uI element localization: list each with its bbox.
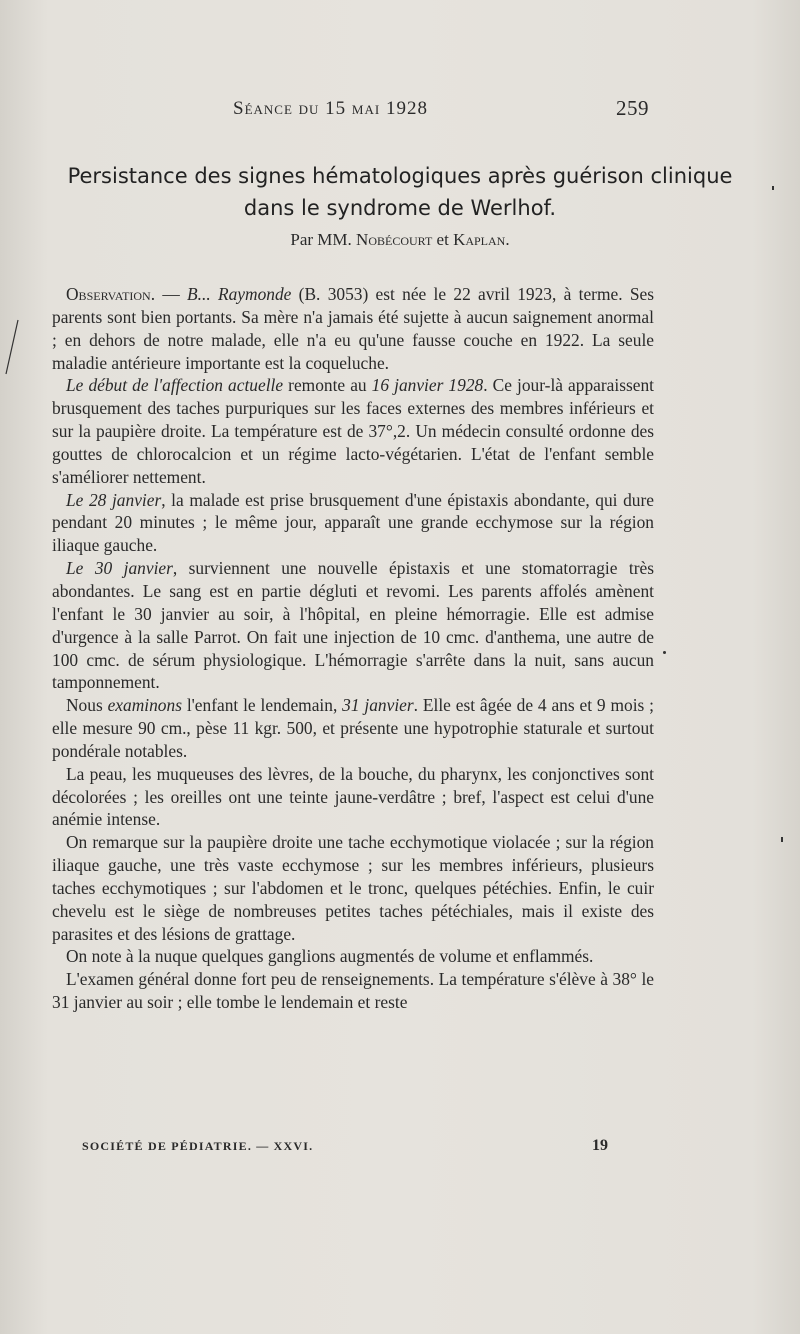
paragraph-skin [52,763,654,832]
stray-dot [781,837,783,842]
footer-journal: SOCIÉTÉ DE PÉDIATRIE. — XXVI. [82,1139,314,1153]
article-title [40,160,760,224]
paragraph-text: , la malade est prise brusquement d'une épistaxis abondante, qui dure pendant 20 minutes ; le même jour, apparaît une grande ecchymose sur la région iliaque gauche. [52,489,654,556]
paragraph-text: , surviennent une nouvelle épistaxis et une stomatorragie très abondantes. Le sang est en partie dégluti et revomi. Les parents affolés amènent l'enfant le 30 janvier au soir, à l'hôpital, en pleine hémorragie. Elle est admise d'urgence à la salle Parrot. On fait une injection de 10 cmc. d'anthema, une autre de 100 cmc. de sérum physiologique. L'hémorragie s'arrête dans la nuit, sans aucun tamponnement. [52,558,654,693]
signature-number: 19 [592,1137,608,1154]
page-footer [82,1137,622,1159]
paragraph-ecchymoses [52,831,654,945]
author-name: Kaplan. [453,230,510,249]
running-head [0,94,800,126]
italic-word: examinons [107,695,182,716]
italic-date: 16 janvier 1928 [371,375,484,396]
paragraph-text: L'examen général donne fort peu de renseignements. La température s'élève à 38° le 31 janvier au soir ; elle tombe le lendemain et reste [52,969,654,1013]
authors-line [0,230,800,250]
italic-date: Le 30 janvier [66,558,173,579]
dash: — [155,284,188,304]
paragraph-jan-30 [52,557,654,694]
italic-lead: Le début de l'affection actuelle [66,375,284,396]
paragraph-text: remonte au [283,375,372,396]
paragraph-text: La peau, les muqueuses des lèvres, de la bouche, du pharynx, les conjonctives sont décolorées ; les oreilles ont une teinte jaune-verdâtre ; bref, l'aspect est celui d'une anémie intense. [52,763,654,830]
paragraph-text: . Ce jour-là apparaissent brusquement des taches purpuriques sur les faces externes des membres inférieurs et sur la paupière droite. La température est de 37°,2. Un médecin consulté ordonne des gouttes de chlorocalcion et un régime lacto-végétarien. L'état de l'enfant semble s'améliorer nettement. [52,375,655,487]
paragraph-observation [52,283,654,374]
paragraph-onset [52,374,654,488]
article-title-line-1: Persistance des signes hématologiques après guérison clinique [67,164,733,188]
paragraph-text: Nous [66,695,108,716]
paragraph-jan-28 [52,489,654,558]
italic-date: Le 28 janvier [66,489,162,510]
paragraph-text: On note à la nuque quelques ganglions augmentés de volume et enflammés. [66,946,594,967]
italic-date: 31 janvier [342,695,414,716]
authors-prefix: Par MM. [290,230,352,249]
author-name: Nobécourt [356,230,433,249]
running-head-title: Séance du 15 mai 1928 [233,98,428,119]
stray-dot [772,186,774,190]
paragraph-text: (B. 3053) est née le 22 avril 1923, à terme. Ses parents sont bien portants. Sa mère n'a jamais été sujette à aucun saignement anormal ; en dehors de notre malade, elle n'a eu qu'une fausse couche en 1922. La seule maladie antérieure importante est la coqueluche. [52,284,654,373]
paragraph-exam [52,694,654,763]
paragraph-text: On remarque sur la paupière droite une tache ecchymotique violacée ; sur la région iliaque gauche, une très vaste ecchymose ; sur les membres inférieurs, plusieurs taches ecchymotiques ; sur l'abdomen et le tronc, quelques pétéchies. Enfin, le cuir chevelu est le siège de nombreuses petites taches pétéchiales, mais il existe des parasites et des lésions de grattage. [52,832,654,944]
patient-name: B... Raymonde [187,284,292,304]
stray-dot [663,651,666,654]
authors-join: et [436,230,449,249]
observation-label: Observation. [66,284,156,304]
page-number: 259 [616,96,649,120]
paragraph-nodes [52,945,654,968]
paragraph-text: l'enfant le lendemain, [181,695,343,716]
paragraph-general-exam [52,968,654,1014]
article-title-line-2: dans le syndrome de Werlhof. [243,196,557,220]
margin-pencil-mark [2,318,22,376]
paragraph-text: . Elle est âgée de 4 ans et 9 mois ; elle mesure 90 cm., pèse 11 kgr. 500, et présente une hypotrophie staturale et surtout pondérale notables. [52,695,654,761]
article-body [52,283,654,1014]
